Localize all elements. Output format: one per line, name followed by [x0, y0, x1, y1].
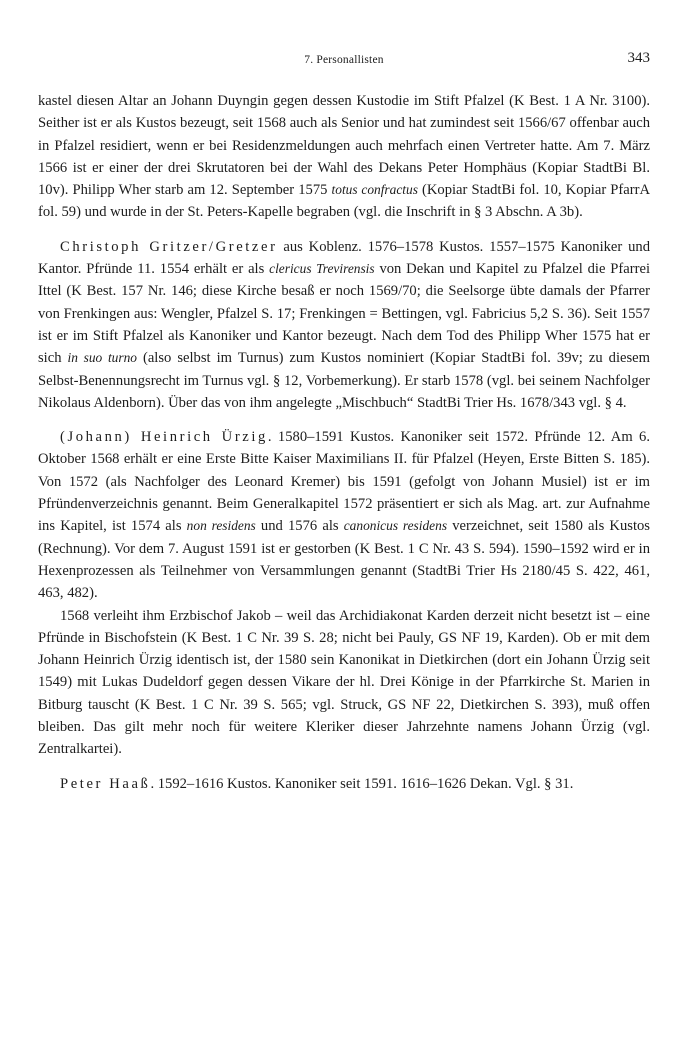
latin-term: in suo turno [67, 350, 137, 366]
page-number: 343 [627, 50, 650, 66]
entry-heinrich-uerzig [38, 426, 650, 604]
text-run: von Dekan und Kapitel zu Pfalzel die Pfarrei Ittel (K Best. 157 Nr. 146; diese Kirche besaß er noch 1569/70; die Seelsorge übte damals der Pfarrer von Frenkingen aus: Wengler, Pfalzel S. 17; Frenkingen = Bettingen, vgl. Fabricius 5,2 S. 36). Seit 1557 ist er im Stift Pfalzel als Kanoniker und Kantor bezeugt. Nach dem Tod des Philipp Wher 1575 hat er sich [38, 261, 651, 367]
running-header-title: 7. Personallisten [304, 54, 384, 66]
person-name: Peter Haaß [60, 775, 151, 792]
text-run: und 1576 als [255, 518, 344, 535]
latin-term: totus confractus [331, 182, 418, 198]
entry-peter-haass [38, 773, 650, 795]
text-run: kastel diesen Altar an Johann Duyngin gegen dessen Kustodie im Stift Pfalzel (K Best. 1 A Nr. 3100). Seither ist er als Kustos bezeugt, seit 1568 auch als Senior und hat zumindest seit 1566/67 offenbar auch in Pfalzel residiert, wenn er bei Residenzmeldungen auch mehrfach einen Vertreter hatte. Am 7. März 1566 ist er einer der drei Skrutatoren bei der Wahl des Dekans Peter Homphäus (Kopiar StadtBi Bl. 10v). Philipp Wher starb am 12. September 1575 [38, 93, 650, 199]
text-run: 1568 verleiht ihm Erzbischof Jakob – weil das Archidiakonat Karden derzeit nicht besetzt ist – eine Pfründe in Bischofstein (K Best. 1 C Nr. 39 S. 28; nicht bei Pauly, GS NF 19, Karden). Ob er mit dem Johann Heinrich Ürzig identisch ist, der 1580 sein Kanonikat in Dietkirchen (dort ein Johann Ürzig seit 1549) mit Lukas Dudeldorf gegen dessen Vikare der hl. Drei Könige in der Pfarrkirche St. Marien in Bitburg tauscht (K Best. 1 C Nr. 39 S. 565; vgl. Struck, GS NF 22, Dietkirchen S. 393), muß offen bleiben. Das gilt mehr noch für weitere Kleriker dieser Jahrzehnte namens Johann Ürzig (vgl. Zentralkartei). [38, 607, 650, 758]
text-run: verzeichnet, seit 1580 als Kustos (Rechnung). Vor dem 7. August 1591 ist er gestorben (K Best. 1 C Nr. 43 S. 594). 1590–1592 wird er in Hexenprozessen als Teilnehmer von Versammlungen genannt (StadtBi Trier Hs 2180/45 S. 422, 461, 463, 482). [38, 518, 650, 602]
person-name: Christoph Gritzer/Gretzer [60, 238, 278, 255]
latin-term: clericus Trevirensis [269, 261, 375, 277]
text-run: (Kopiar StadtBi fol. 10, Kopiar PfarrA fol. 59) und wurde in der St. Peters-Kapelle begraben (vgl. die Inschrift in § 3 Abschn. A 3b). [38, 182, 651, 221]
running-header [38, 50, 650, 72]
text-run: . 1580–1591 Kustos. Kanoniker seit 1572. Pfründe 12. Am 6. Oktober 1568 erhält er eine Erste Bitte Kaiser Maximilians II. für Pfalzel (Heyen, Erste Bitten S. 185). Von 1572 (als Nachfolger des Leonard Kremer) bis 1591 (gefolgt von Johann Musiel) ist er im Pfründenverzeichnis genannt. Beim Generalkapitel 1572 präsentiert er sich als Mag. art. zur Aufnahme ins Kapitel, ist 1574 als [38, 429, 650, 535]
text-run: (also selbst im Turnus) zum Kustos nominiert (Kopiar StadtBi fol. 39v; zu diesem Selbst-Benennungsrecht im Turnus vgl. § 12, Vorbemerkung). Er starb 1578 (vgl. bei seinem Nachfolger Nikolaus Aldenborn). Über das von ihm angelegte „Mischbuch“ StadtBi Trier Hs. 1678/343 vgl. § 4. [38, 350, 650, 411]
entry-christoph-gritzer [38, 236, 650, 414]
text-run: aus Koblenz. 1576–1578 Kustos. 1557–1575 Kanoniker und Kantor. Pfründe 11. 1554 erhält er als [38, 238, 651, 278]
entry-heinrich-uerzig-continued [38, 605, 650, 761]
body-text [38, 90, 650, 795]
latin-term: canonicus residens [343, 518, 448, 534]
latin-term: non residens [186, 518, 256, 534]
person-name: (Johann) Heinrich Ürzig [60, 429, 268, 446]
book-page [38, 50, 650, 795]
continuation-paragraph [38, 90, 650, 224]
text-run: . 1592–1616 Kustos. Kanoniker seit 1591. 1616–1626 Dekan. Vgl. § 31. [150, 775, 574, 792]
